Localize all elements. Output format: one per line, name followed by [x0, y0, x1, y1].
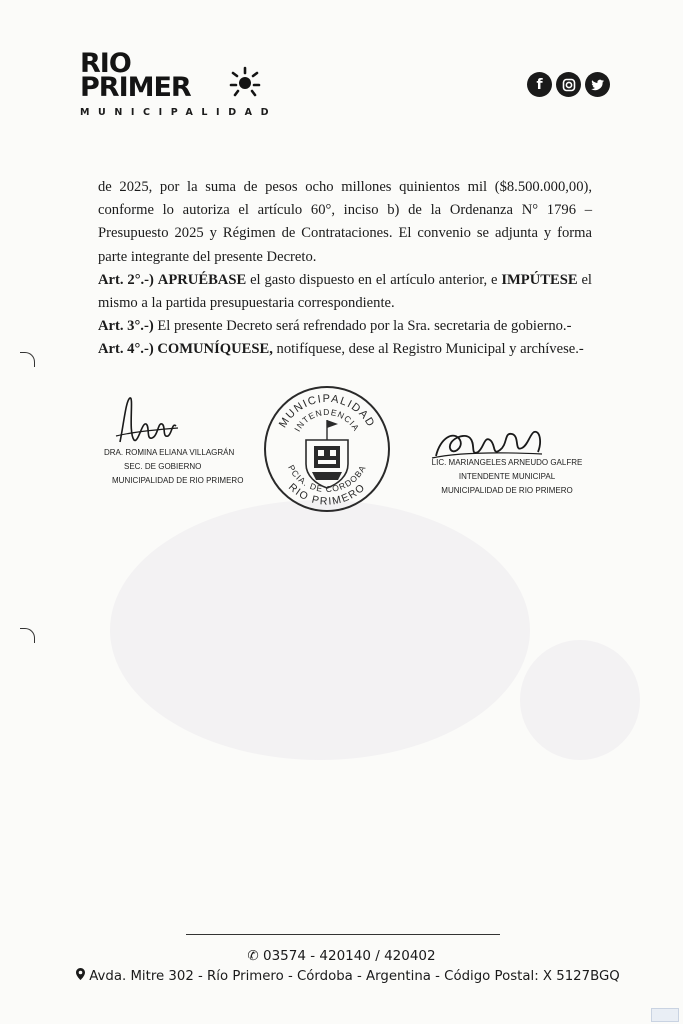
footer-address-text: Avda. Mitre 302 - Río Primero - Córdoba - Argentina - Código Postal: X 5127BGQ: [89, 969, 620, 984]
margin-mark: [20, 352, 35, 367]
footer-phone-text: 03574 - 420140 / 420402: [263, 948, 436, 964]
phone-icon: ✆: [247, 948, 259, 964]
sun-icon: [228, 64, 262, 98]
seal-bottom-text: PCIA. DE CORDOBA: [286, 463, 368, 495]
signature-left: [104, 446, 254, 488]
seal-bottom-text-2: RIO PRIMERO: [285, 481, 369, 508]
facebook-icon: f: [527, 72, 552, 97]
article-4-keyword: COMUNÍQUESE,: [157, 341, 273, 358]
instagram-icon: [556, 72, 581, 97]
signature-left-role: SEC. DE GOBIERNO: [124, 462, 202, 471]
logo-line2: PRIMER: [80, 72, 191, 103]
article-4: [98, 338, 592, 361]
signature-right-name: LIC. MARIANGELES ARNEUDO GALFRE: [431, 458, 583, 467]
article-2-text-1: el gasto dispuesto en el artículo anterior, e: [246, 271, 502, 288]
decree-body: [98, 176, 592, 362]
signature-left-org: MUNICIPALIDAD DE RIO PRIMERO: [112, 476, 244, 485]
social-icons: [527, 72, 610, 97]
municipal-logo: [80, 50, 280, 125]
signature-right-role: INTENDENTE MUNICIPAL: [458, 472, 556, 481]
footer-address: [76, 968, 636, 984]
footer-phone: [0, 948, 683, 964]
article-3-label: Art. 3°.-): [98, 318, 154, 335]
signature-right-org: MUNICIPALIDAD DE RIO PRIMERO: [441, 486, 573, 495]
signature-left-scribble: [112, 392, 182, 452]
seal-inner-text: INTENDENCIA: [292, 406, 362, 434]
logo-subtitle: MUNICIPALIDAD: [80, 107, 278, 118]
margin-mark: [20, 628, 35, 643]
article-4-text: notifíquese, dese al Registro Municipal y archívese.-: [272, 341, 584, 358]
municipal-seal: [262, 384, 392, 514]
watermark-shape: [520, 640, 640, 760]
seal-top-text: MUNICIPALIDAD: [276, 392, 378, 430]
signature-left-name: DRA. ROMINA ELIANA VILLAGRÁN: [104, 448, 235, 457]
article-2-keyword-2: IMPÚTESE: [501, 271, 578, 288]
watermark-shape: [110, 500, 530, 760]
logo-line1: RIO: [80, 48, 131, 79]
paragraph-1: de 2025, por la suma de pesos ocho millones quinientos mil ($8.500.000,00), conforme lo autoriza el artículo 60°, inciso b) de la Ordenanza N° 1796 – Presupuesto 2025 y Régimen de Contrataciones. El convenio se adjunta y forma parte integrante del presente Decreto.: [98, 179, 592, 265]
article-3: [98, 315, 592, 338]
twitter-icon: [585, 72, 610, 97]
article-2-keyword-1: APRUÉBASE: [157, 271, 247, 288]
article-4-label: Art. 4°.-): [98, 341, 154, 358]
signature-right: [422, 456, 592, 498]
article-2: [98, 269, 592, 315]
article-2-label: Art. 2°.-): [98, 271, 154, 288]
location-pin-icon: [76, 969, 89, 984]
footer-divider: [186, 934, 500, 935]
scanner-badge: [651, 1008, 679, 1022]
article-2-text-2: el mismo a la partida presupuestaria correspondiente.: [98, 271, 592, 312]
article-3-text: El presente Decreto será refrendado por la Sra. secretaria de gobierno.-: [153, 318, 572, 335]
